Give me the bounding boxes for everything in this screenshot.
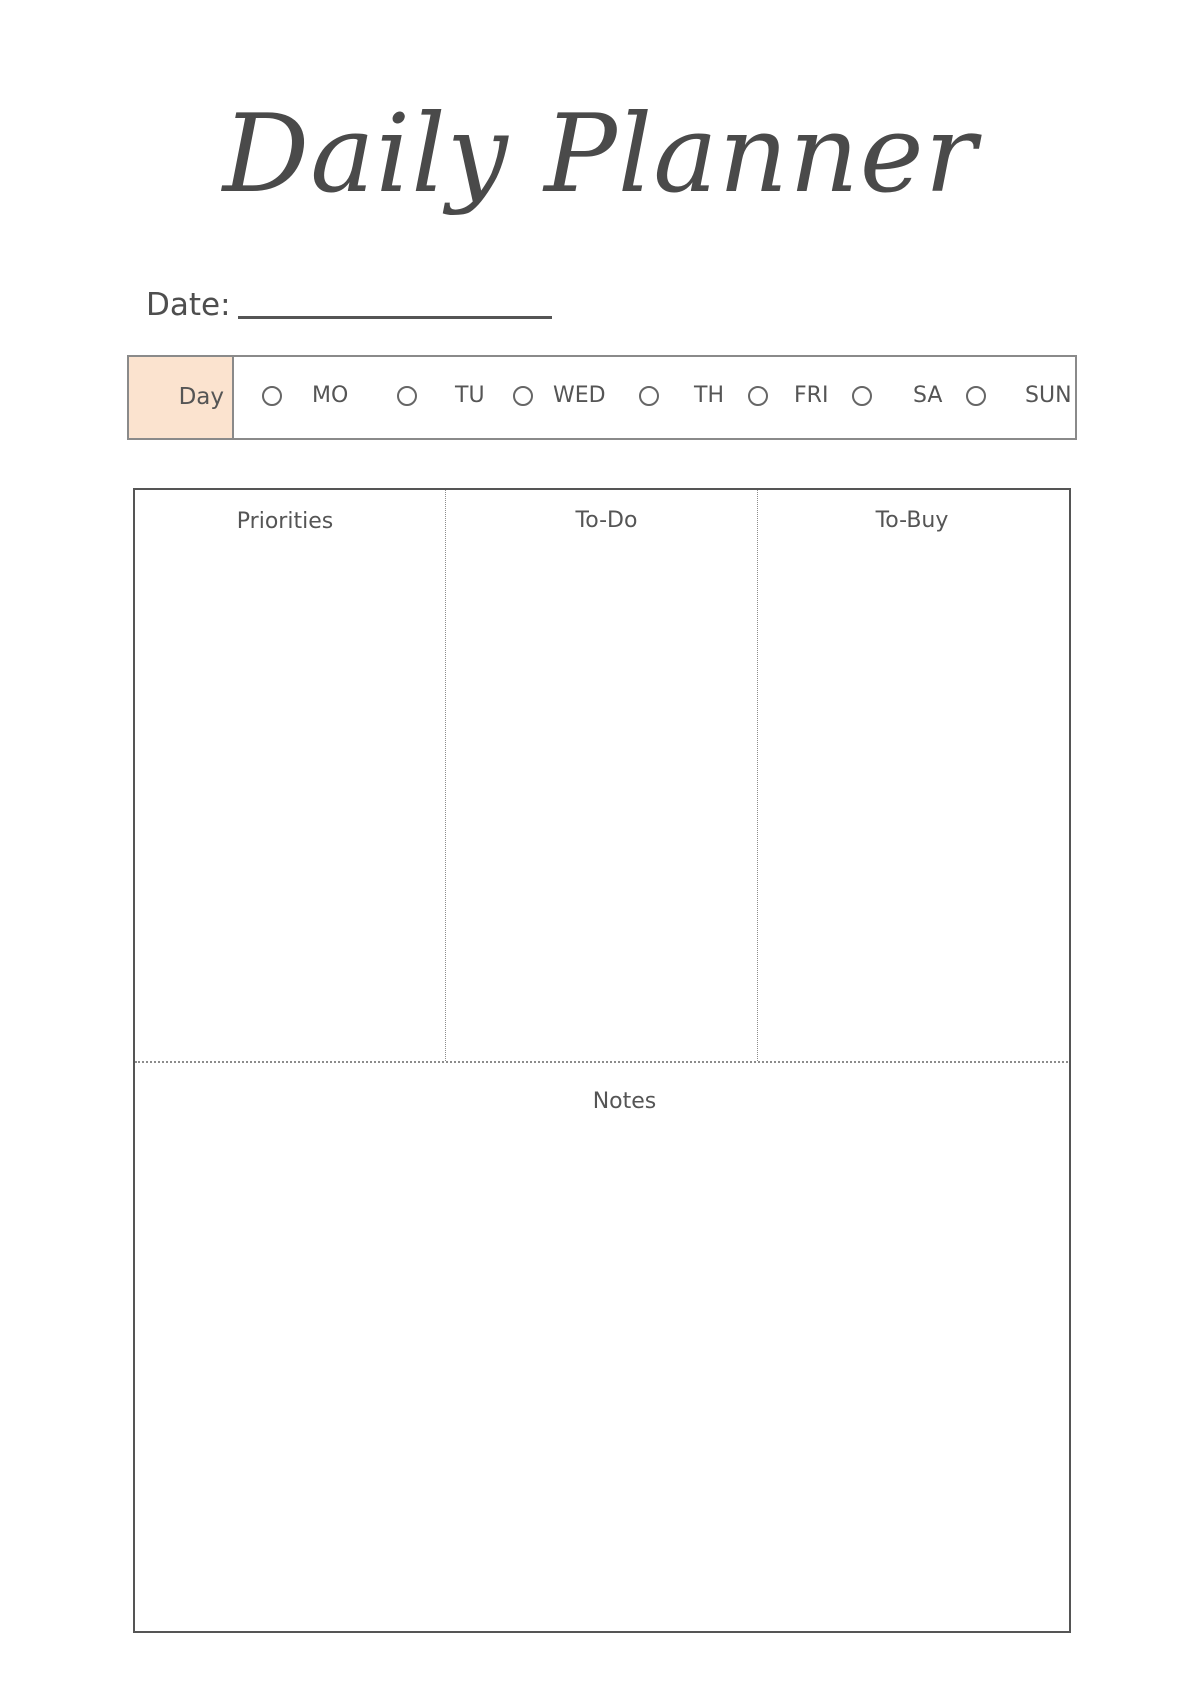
day-option-label: WED: [553, 383, 606, 408]
tobuy-section[interactable]: [758, 490, 1068, 1061]
day-option-tu[interactable]: [397, 357, 504, 438]
day-option-fri[interactable]: [748, 357, 863, 438]
priorities-heading: Priorities: [236, 509, 334, 534]
tobuy-heading: To-Buy: [875, 508, 949, 533]
radio-circle-icon[interactable]: [639, 386, 659, 406]
radio-circle-icon[interactable]: [262, 386, 282, 406]
day-option-label: SA: [913, 383, 943, 408]
day-option-wed[interactable]: [513, 357, 643, 438]
page-title: Daily Planner: [222, 92, 978, 217]
date-field[interactable]: [238, 316, 552, 319]
radio-circle-icon[interactable]: [852, 386, 872, 406]
todo-heading: To-Do: [575, 508, 638, 533]
day-option-label: SUN: [1025, 383, 1072, 408]
priorities-section[interactable]: [135, 490, 445, 1061]
day-option-label: FRI: [794, 383, 829, 408]
day-selector: [127, 355, 1077, 440]
radio-circle-icon[interactable]: [397, 386, 417, 406]
day-label: Day: [178, 384, 224, 410]
radio-circle-icon[interactable]: [748, 386, 768, 406]
day-option-th[interactable]: [639, 357, 759, 438]
day-option-label: MO: [312, 383, 349, 408]
todo-section[interactable]: [446, 490, 757, 1061]
day-option-mo[interactable]: [262, 357, 387, 438]
day-option-label: TH: [694, 383, 724, 408]
date-label: Date:: [146, 287, 231, 323]
day-option-sun[interactable]: [966, 357, 1075, 438]
day-option-label: TU: [455, 383, 485, 408]
planner-grid: [133, 488, 1071, 1633]
notes-section[interactable]: [135, 1063, 1068, 1630]
day-label-cell: [129, 357, 234, 438]
radio-circle-icon[interactable]: [966, 386, 986, 406]
notes-heading: Notes: [592, 1089, 657, 1114]
radio-circle-icon[interactable]: [513, 386, 533, 406]
day-option-sa[interactable]: [852, 357, 962, 438]
